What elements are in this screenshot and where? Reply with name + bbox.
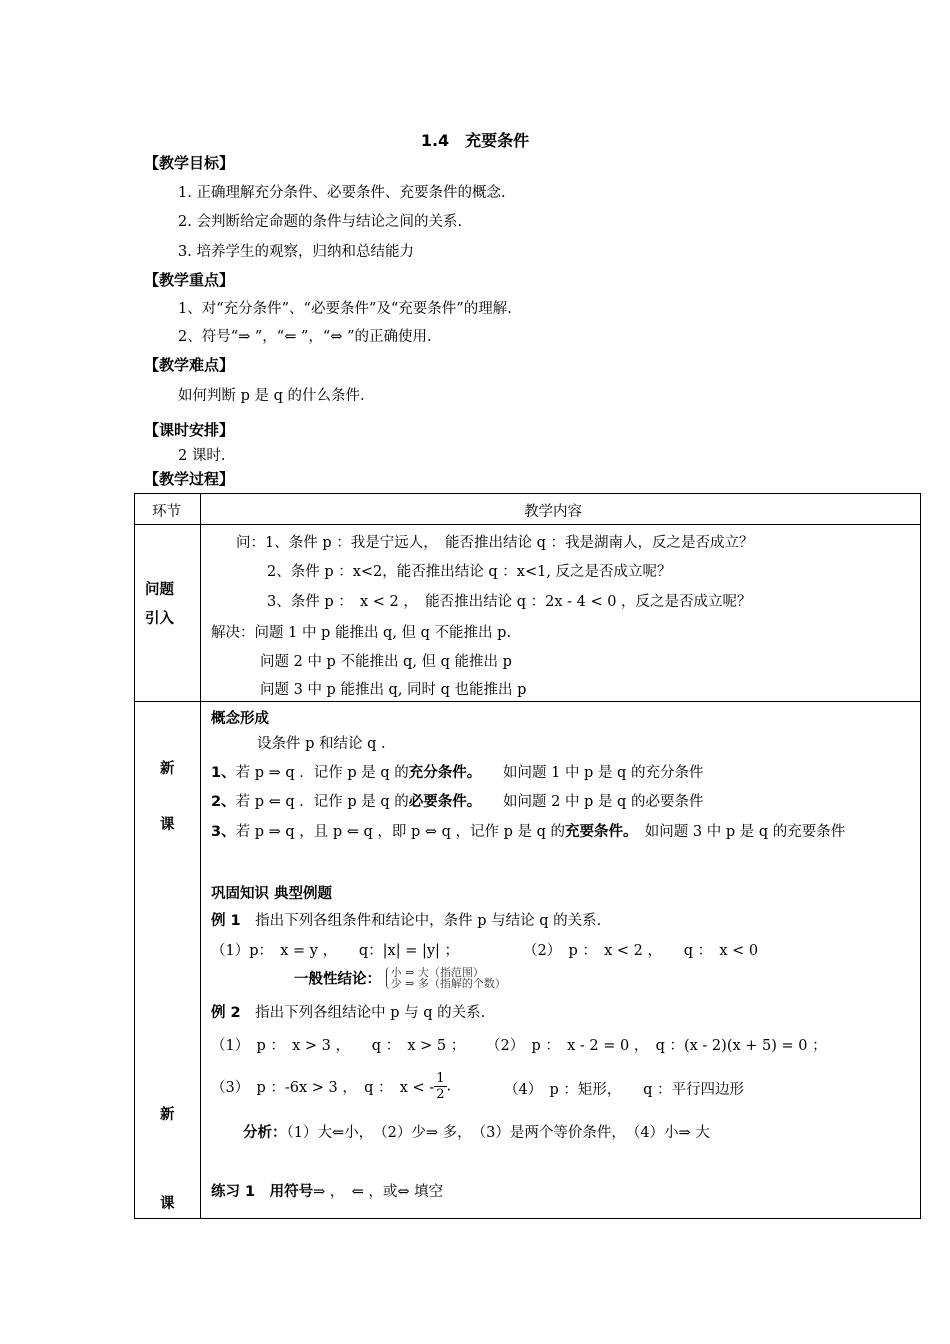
general-conclusion: [294, 967, 506, 989]
row-label-new: 课: [160, 1196, 175, 1212]
section-schedule: 【课时安排】: [144, 421, 235, 439]
general-conclusion-label: 一般性结论：: [294, 971, 381, 988]
example-1-part-2: （2） p ： x < 2 ， q ： x < 0: [523, 943, 759, 959]
example-text: .: [446, 1078, 452, 1095]
row-label-intro: 引入: [145, 611, 174, 627]
definition-number: 2、: [211, 794, 236, 810]
practice-text: ⇒ ， ⇐ ，或⇔ 填空: [313, 1184, 444, 1200]
example-2-part-4: （4） p ：矩形， q ：平行四边形: [504, 1082, 745, 1098]
col-header-content: 教学内容: [524, 504, 582, 520]
definition-number: 3、: [211, 824, 236, 840]
example-text: （3） p ：-6x > 3 ， q ： x < -: [211, 1080, 435, 1096]
example-1-part-1: （1）p： x = y ， q：|x| = |y| ；: [211, 943, 460, 959]
fraction-numerator: 1: [436, 1071, 445, 1086]
goal-item: 1. 正确理解充分条件、必要条件、充要条件的概念.: [178, 185, 506, 201]
section-key-points: 【教学重点】: [144, 271, 235, 289]
section-difficult: 【教学难点】: [144, 356, 235, 374]
fraction: [434, 1071, 446, 1102]
row-label-new: 课: [160, 817, 175, 833]
definition-term: 充要条件。: [565, 824, 631, 840]
definition-text: 若 p ⇒ q ，且 p ⇐ q ，即 p ⇔ q ，记作 p 是 q 的: [235, 824, 566, 840]
example-label: 例 2: [211, 1005, 241, 1021]
consolidate-title: 巩固知识 典型例题: [211, 886, 333, 902]
key-point-item: 1、对“充分条件”、“必要条件”及“充要条件”的理解.: [178, 301, 512, 317]
goal-item: 3. 培养学生的观察，归纳和总结能力: [178, 244, 414, 260]
section-goals: 【教学目标】: [144, 154, 235, 172]
intro-question-3: 3、条件 p ： x < 2 ， 能否推出结论 q ：2x - 4 < 0 ，反之是否成立呢？: [267, 594, 752, 610]
definition-example: 如问题 2 中 p 是 q 的必要条件: [503, 794, 704, 810]
example-2-part-3: [211, 1071, 451, 1102]
example-2: [211, 1001, 485, 1022]
definition-sufficient-necessary: [211, 820, 845, 841]
example-2-part-1: （1） p ： x > 3 ， q ： x > 5 ；: [211, 1038, 466, 1054]
fraction-denominator: 2: [436, 1087, 445, 1102]
definition-necessary: [211, 790, 703, 811]
definition-example: 如问题 3 中 p 是 q 的充要条件: [644, 824, 846, 840]
intro-question-2: 2、条件 p ：x<2，能否推出结论 q ：x<1, 反之是否成立呢？: [267, 564, 672, 580]
table-row-new-lesson: [135, 702, 921, 1219]
general-conclusion-line: 少 ⇒ 多（指解的个数）: [390, 977, 506, 990]
key-point-item: 2、符号“⇒ ”，“⇐ ”，“⇔ ”的正确使用.: [178, 329, 432, 345]
schedule-text: 2 课时.: [178, 448, 226, 464]
practice-1: [211, 1180, 443, 1201]
intro-answer-3: 问题 3 中 p 能推出 q, 同时 q 也能推出 p: [260, 682, 527, 698]
analysis: [243, 1121, 710, 1142]
definition-term: 必要条件。: [408, 794, 474, 810]
table-header-row: [135, 494, 921, 525]
definition-sufficient: [211, 761, 703, 782]
definition-number: 1、: [211, 765, 236, 781]
general-conclusion-line: 小 ⇒ 大（指范围）: [390, 966, 484, 979]
intro-answer-2: 问题 2 中 p 不能推出 q, 但 q 能推出 p: [260, 654, 512, 670]
example-text: 指出下列各组条件和结论中，条件 p 与结论 q 的关系.: [255, 913, 602, 929]
definition-text: 若 p ⇐ q ．记作 p 是 q 的: [235, 794, 409, 810]
practice-label: 练习 1 用符号: [211, 1184, 314, 1200]
example-label: 例 1: [211, 913, 241, 929]
concept-setup: 设条件 p 和结论 q .: [257, 736, 386, 752]
general-conclusion-brace: [386, 967, 506, 989]
example-1: [211, 909, 601, 930]
page-title: 1.4 充要条件: [420, 131, 530, 150]
definition-term: 充分条件。: [408, 765, 474, 781]
definition-text: 若 p ⇒ q ．记作 p 是 q 的: [235, 765, 409, 781]
section-process: 【教学过程】: [144, 470, 235, 488]
analysis-label: 分析：: [243, 1125, 287, 1141]
process-table: [134, 493, 921, 1219]
goal-item: 2. 会判断给定命题的条件与结论之间的关系.: [178, 214, 463, 230]
example-text: 指出下列各组结论中 p 与 q 的关系.: [255, 1005, 486, 1021]
concept-title: 概念形成: [211, 711, 269, 727]
row-label-intro: 问题: [145, 582, 174, 598]
analysis-text: （1）大⇐小， （2）少⇒ 多， （3）是两个等价条件， （4）小⇒ 大: [286, 1125, 710, 1141]
definition-example: 如问题 1 中 p 是 q 的充分条件: [503, 765, 704, 781]
intro-question-1: 问：1、条件 p ：我是宁远人， 能否推出结论 q ：我是湖南人，反之是否成立？: [236, 535, 754, 551]
example-2-part-2: （2） p ： x - 2 = 0 ， q ：(x - 2)(x + 5) = 0 ；: [486, 1038, 827, 1054]
intro-answer-1: 解决：问题 1 中 p 能推出 q, 但 q 不能推出 p.: [211, 625, 512, 641]
table-row-intro: [135, 525, 921, 702]
row-label-new: 新: [160, 761, 175, 777]
col-header-stage: 环节: [152, 504, 181, 520]
difficult-text: 如何判断 p 是 q 的什么条件.: [178, 388, 365, 404]
row-label-new: 新: [160, 1107, 175, 1123]
